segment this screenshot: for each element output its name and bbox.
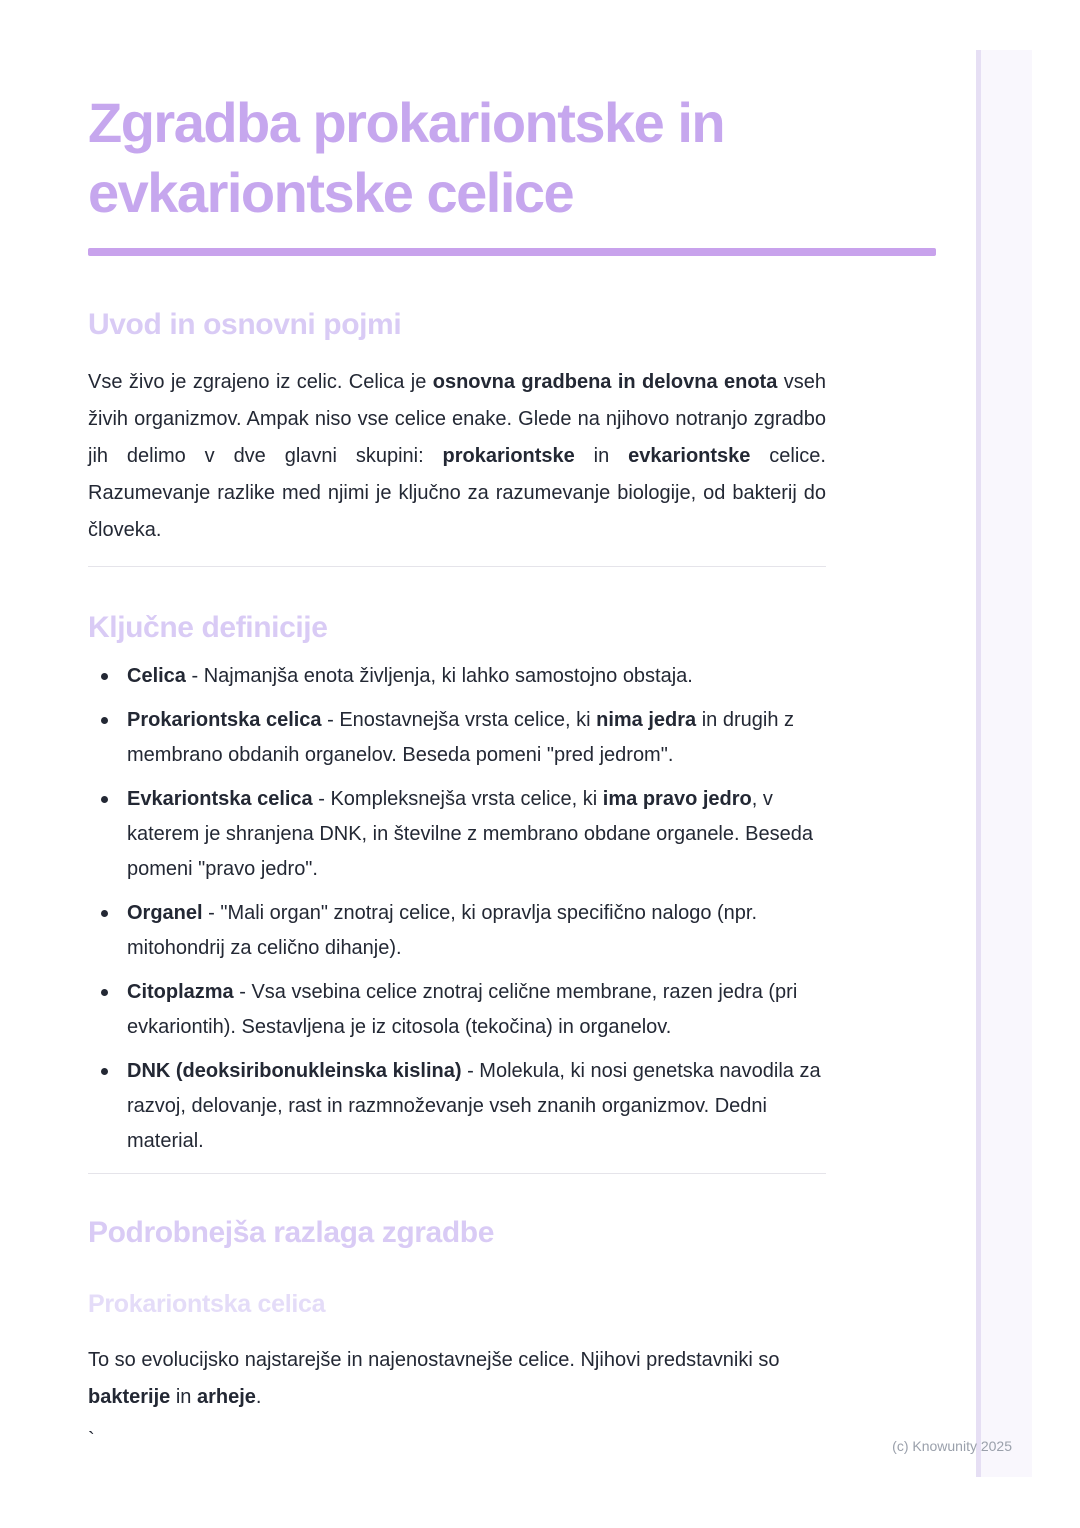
page-title-line-2: evkariontske celice bbox=[88, 161, 574, 224]
title-underline-rule bbox=[88, 248, 936, 256]
page-edge-strip bbox=[976, 50, 1032, 1477]
definition-item-evkariontska-celica: Evkariontska celica - Kompleksnejša vrsta celice, ki ima pravo jedro, v katerem je shranjena DNK, in številne z membrano obdane organele. Beseda pomeni "pravo jedro". bbox=[88, 782, 826, 887]
stray-backtick-character: ` bbox=[88, 1429, 95, 1451]
structure-paragraph: To so evolucijsko najstarejše in najenostavnejše celice. Njihovi predstavniki so bakterije in arheje. bbox=[88, 1349, 780, 1408]
section-heading-definitions: Ključne definicije bbox=[88, 611, 328, 644]
definition-item-citoplazma: Citoplazma - Vsa vsebina celice znotraj celične membrane, razen jedra (pri evkariontih). Sestavljena je iz citosola (tekočina) in organelov. bbox=[88, 975, 826, 1045]
definition-item-celica: Celica - Najmanjša enota življenja, ki lahko samostojno obstaja. bbox=[88, 659, 826, 694]
page-title-line-1: Zgradba prokariontske in bbox=[88, 91, 725, 154]
definition-item-prokariontska-celica: Prokariontska celica - Enostavnejša vrsta celice, ki nima jedra in drugih z membrano obdanih organelov. Beseda pomeni "pred jedrom". bbox=[88, 703, 826, 773]
definitions-list bbox=[88, 659, 826, 1159]
copyright-footer: (c) Knowunity 2025 bbox=[892, 1438, 1012, 1454]
document-content bbox=[88, 0, 826, 1450]
section-divider bbox=[88, 566, 826, 567]
definition-item-organel: Organel - "Mali organ" znotraj celice, ki opravlja specifično nalogo (npr. mitohondrij za celično dihanje). bbox=[88, 896, 826, 966]
section-heading-intro: Uvod in osnovni pojmi bbox=[88, 308, 402, 341]
intro-paragraph: Vse živo je zgrajeno iz celic. Celica je osnovna gradbena in delovna enota vseh živih organizmov. Ampak niso vse celice enake. Glede na njihovo notranjo zgradbo jih delimo v dve glavni skupini: prokariontske in evkariontske celice. Razumevanje razlike med njimi je ključno za razumevanje biologije, od bakterij do človeka. bbox=[88, 371, 826, 541]
definition-item-dnk: DNK (deoksiribonukleinska kislina) - Molekula, ki nosi genetska navodila za razvoj, delovanje, rast in razmnoževanje vseh znanih organizmov. Dedni material. bbox=[88, 1054, 826, 1159]
section-divider bbox=[88, 1173, 826, 1174]
page-title bbox=[88, 0, 826, 228]
section-heading-structure: Podrobnejša razlaga zgradbe bbox=[88, 1216, 494, 1249]
subsection-heading-prokaryotic-cell: Prokariontska celica bbox=[88, 1290, 326, 1318]
